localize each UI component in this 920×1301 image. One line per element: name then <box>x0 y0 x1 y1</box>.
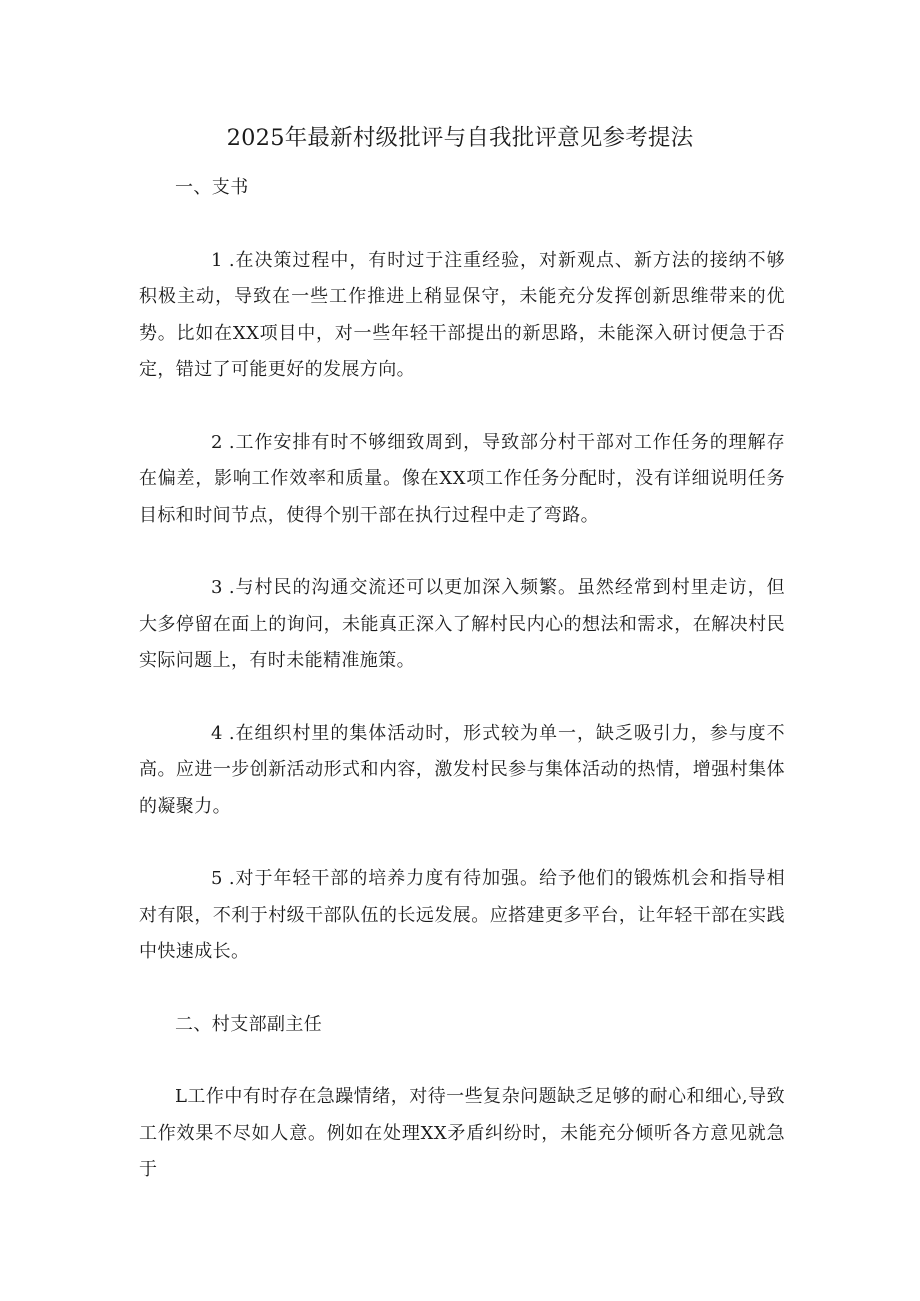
document-title: 2025年最新村级批评与自我批评意见参考提法 <box>226 125 694 151</box>
item-number: 4 <box>211 722 223 744</box>
item-text: L工作中有时存在急躁情绪，对待一些复杂问题缺乏足够的耐心和细心,导致工作效果不尽如人意。例如在处理XX矛盾纠纷时，未能充分倾听各方意见就急于 <box>139 1086 785 1180</box>
list-item <box>139 1079 785 1189</box>
item-number: 2 <box>211 431 223 453</box>
list-item <box>139 570 785 680</box>
item-text: .在决策过程中，有时过于注重经验，对新观点、新方法的接纳不够积极主动，导致在一些工作推进上稍显保守，未能充分发挥创新思维带来的优势。比如在XX项目中，对一些年轻干部提出的新思路，未能深入研讨便急于否定，错过了可能更好的发展方向。 <box>139 249 785 380</box>
item-text: .在组织村里的集体活动时，形式较为单一，缺乏吸引力，参与度不高。应进一步创新活动形式和内容，激发村民参与集体活动的热情，增强村集体的凝聚力。 <box>139 722 785 817</box>
item-number: 5 <box>211 868 223 889</box>
list-item <box>139 861 785 971</box>
item-text: .工作安排有时不够细致周到，导致部分村干部对工作任务的理解存在偏差，影响工作效率和质量。像在XX项工作任务分配时，没有详细说明任务目标和时间节点，使得个别干部在执行过程中走了弯路。 <box>139 431 785 526</box>
section-heading-secretary: 一、支书 <box>175 177 249 198</box>
item-text: .对于年轻干部的培养力度有待加强。给予他们的锻炼机会和指导相对有限，不利于村级干部队伍的长远发展。应搭建更多平台，让年轻干部在实践中快速成长。 <box>139 868 785 962</box>
item-text: .与村民的沟通交流还可以更加深入频繁。虽然经常到村里走访，但大多停留在面上的询问，未能真正深入了解村民内心的想法和需求，在解决村民实际问题上，有时未能精准施策。 <box>139 577 785 671</box>
list-item <box>139 425 785 535</box>
list-item <box>139 243 785 389</box>
item-number: 1 <box>211 249 223 271</box>
list-item <box>139 716 785 826</box>
document-body <box>139 170 785 1225</box>
item-number: 3 <box>211 577 223 598</box>
section-heading-deputy-director: 二、村支部副主任 <box>175 1013 323 1035</box>
